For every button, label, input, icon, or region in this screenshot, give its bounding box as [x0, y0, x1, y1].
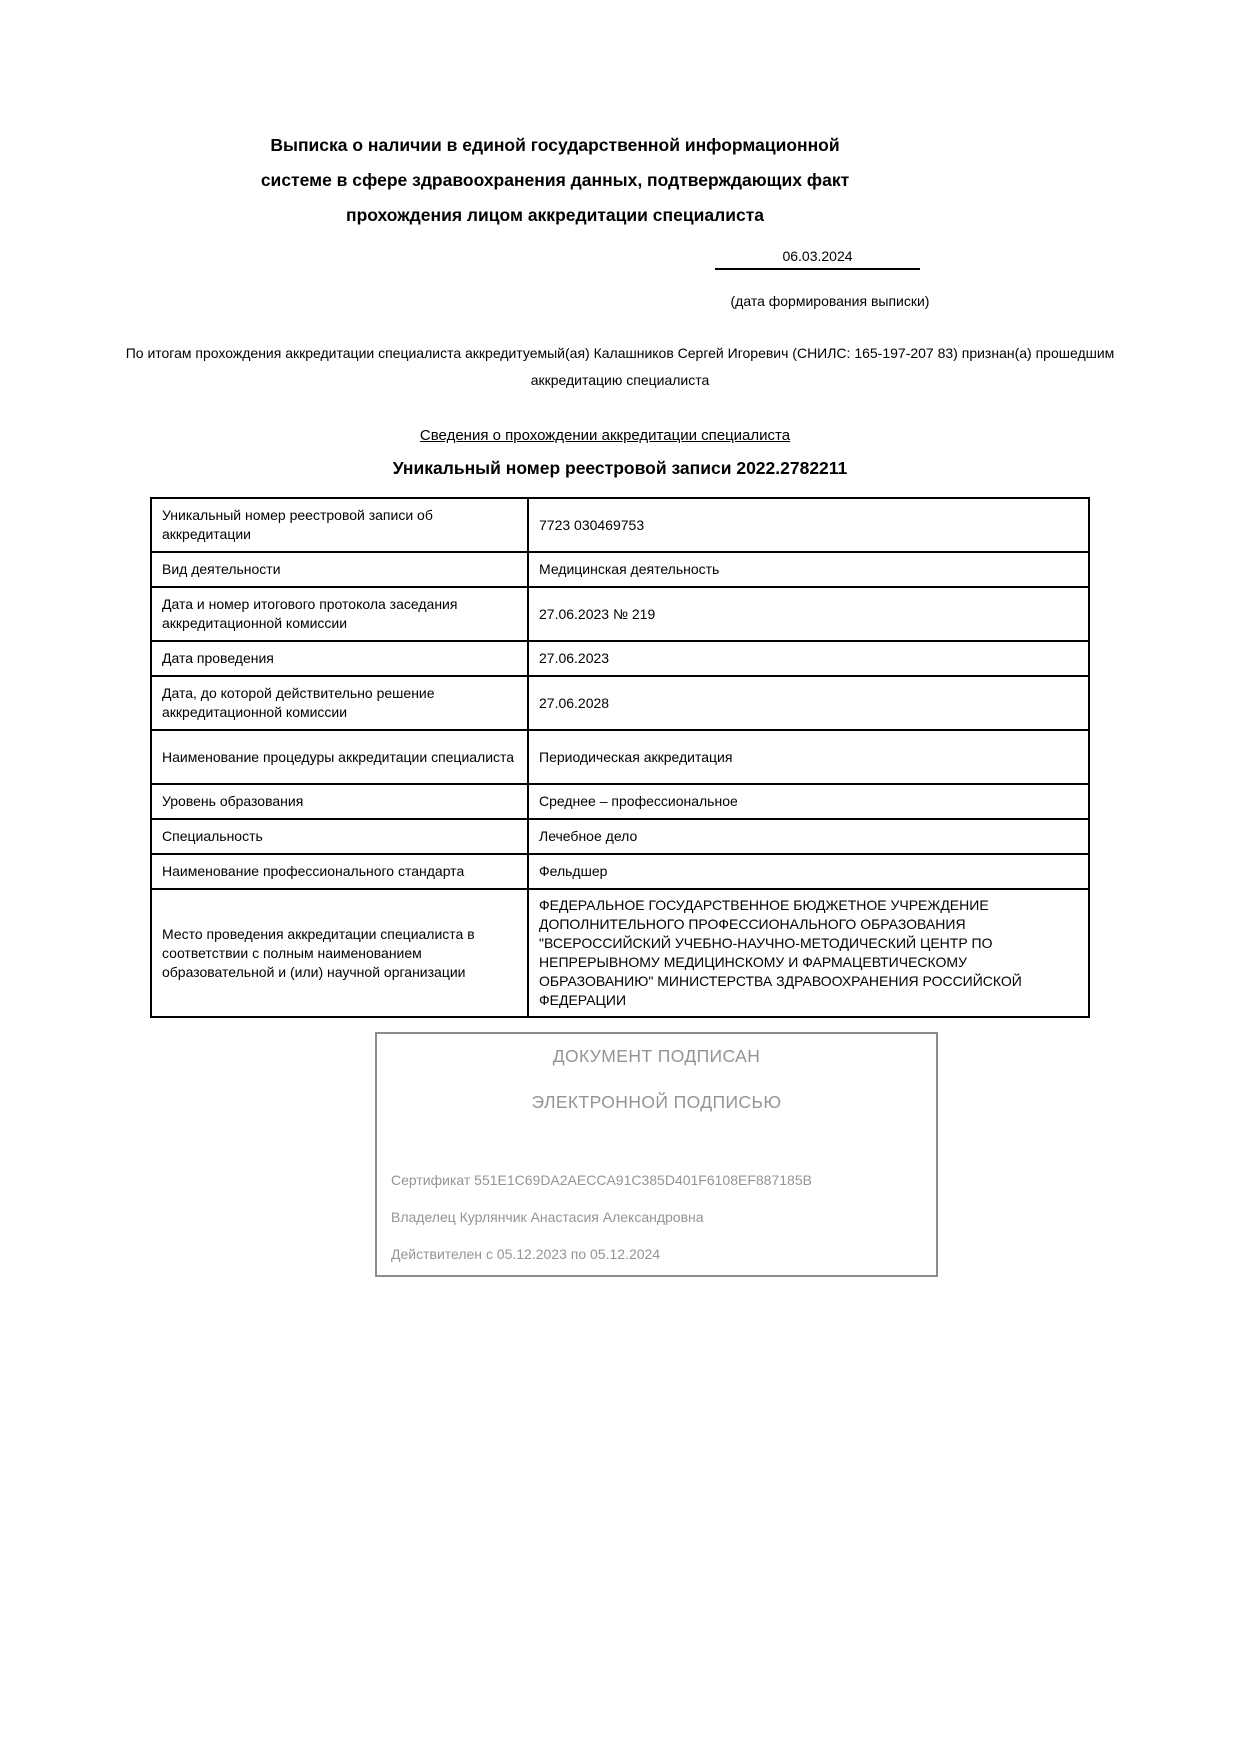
signature-heading-line2: ЭЛЕКТРОННОЙ ПОДПИСЬЮ [531, 1092, 782, 1112]
row-value-cell: Лечебное дело [528, 819, 1089, 854]
row-label-cell: Уровень образования [151, 784, 528, 819]
row-value-cell: Фельдшер [528, 854, 1089, 889]
row-value-cell: Медицинская деятельность [528, 552, 1089, 587]
row-label-cell: Наименование профессионального стандарта [151, 854, 528, 889]
signature-heading-line1: ДОКУМЕНТ ПОДПИСАН [552, 1046, 761, 1066]
accreditation-table [150, 497, 1090, 1018]
table-row-organization [151, 889, 1089, 1017]
issue-date-value: 06.03.2024 [715, 244, 920, 270]
title-line-3: прохождения лицом аккредитации специалиста [346, 205, 764, 225]
table-row-education-level [151, 784, 1089, 819]
table-row-valid-until [151, 676, 1089, 730]
table-row-professional-standard [151, 854, 1089, 889]
row-label-cell: Дата проведения [151, 641, 528, 676]
table-row-registry-number [151, 498, 1089, 552]
document-title [0, 128, 1110, 233]
row-value-cell: 27.06.2023 [528, 641, 1089, 676]
row-label-cell: Дата, до которой действительно решение аккредитационной комиссии [151, 676, 528, 730]
row-label-cell: Дата и номер итогового протокола заседания аккредитационной комиссии [151, 587, 528, 641]
intro-paragraph: По итогам прохождения аккредитации специалиста аккредитуемый(ая) Калашников Сергей Игоревич (СНИЛС: 165-197-207 83) признан(а) прошедшим аккредитацию специалиста [125, 345, 1115, 388]
table-row-protocol [151, 587, 1089, 641]
row-value-cell: 27.06.2028 [528, 676, 1089, 730]
title-line-2: системе в сфере здравоохранения данных, подтверждающих факт [260, 170, 850, 190]
row-value-cell: Среднее – профессиональное [528, 784, 1089, 819]
issue-date-caption: (дата формирования выписки) [730, 293, 930, 309]
signature-validity: Действителен с 05.12.2023 по 05.12.2024 [391, 1246, 661, 1262]
row-label-cell: Вид деятельности [151, 552, 528, 587]
row-value-cell: 7723 030469753 [528, 498, 1089, 552]
table-row-date-held [151, 641, 1089, 676]
section-heading-underlined: Сведения о прохождении аккредитации специалиста [419, 427, 791, 444]
title-line-1: Выписка о наличии в единой государственной информационной [270, 135, 840, 155]
row-label-cell: Наименование процедуры аккредитации специалиста [151, 730, 528, 784]
row-value-cell: 27.06.2023 № 219 [528, 587, 1089, 641]
row-label-cell: Место проведения аккредитации специалиста в соответствии с полным наименованием образовательной и (или) научной организации [151, 889, 528, 1017]
row-value-cell: Периодическая аккредитация [528, 730, 1089, 784]
table-row-specialty [151, 819, 1089, 854]
row-label-cell: Специальность [151, 819, 528, 854]
row-label-cell: Уникальный номер реестровой записи об аккредитации [151, 498, 528, 552]
signature-box [375, 1032, 938, 1277]
table-row-procedure-name [151, 730, 1089, 784]
signature-owner: Владелец Курлянчик Анастасия Александровна [391, 1209, 704, 1225]
signature-certificate: Сертификат 551E1C69DA2AECCA91C385D401F6108EF887185B [391, 1172, 812, 1188]
registry-number-heading: Уникальный номер реестровой записи 2022.2782211 [392, 458, 848, 478]
row-value-cell: ФЕДЕРАЛЬНОЕ ГОСУДАРСТВЕННОЕ БЮДЖЕТНОЕ УЧРЕЖДЕНИЕ ДОПОЛНИТЕЛЬНОГО ПРОФЕССИОНАЛЬНОГО ОБРАЗОВАНИЯ "ВСЕРОССИЙСКИЙ УЧЕБНО-НАУЧНО-МЕТОДИЧЕСКИЙ ЦЕНТР ПО НЕПРЕРЫВНОМУ МЕДИЦИНСКОМУ И ФАРМАЦЕВТИЧЕСКОМУ ОБРАЗОВАНИЮ" МИНИСТЕРСТВА ЗДРАВООХРАНЕНИЯ РОССИЙСКОЙ ФЕДЕРАЦИИ [528, 889, 1089, 1017]
table-row-activity-type [151, 552, 1089, 587]
